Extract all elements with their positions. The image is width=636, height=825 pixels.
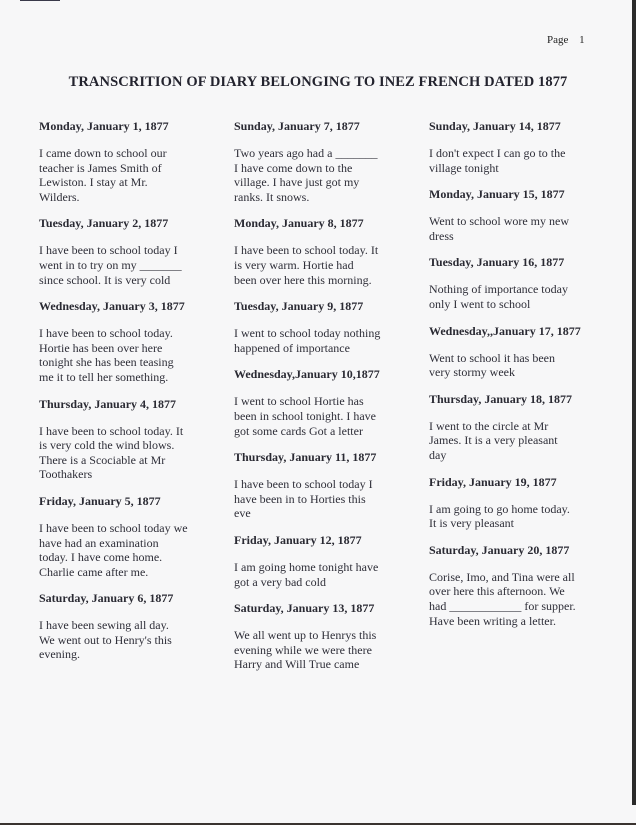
diary-entry	[234, 601, 409, 672]
entry-text: I don't expect I can go to the village tonight	[429, 146, 566, 175]
diary-entry	[39, 397, 214, 482]
diary-column-3	[429, 119, 604, 640]
diary-entry	[39, 299, 214, 384]
entry-text: Went to school wore my new dress	[429, 214, 570, 243]
entry-date: Sunday, January 7, 1877	[234, 119, 360, 133]
entry-text: I have been to school today. It is very cold the wind blows. There is a Scociable at Mr Toothakers	[39, 423, 184, 482]
entry-text: I am going home tonight have got a very bad cold	[234, 559, 379, 589]
entry-text: I have been to school today we have had an examination today. I have come home. Charlie came after me.	[39, 520, 188, 579]
diary-entry	[429, 543, 604, 628]
entry-date: Wednesday,,January 17, 1877	[429, 323, 581, 338]
diary-entry	[39, 216, 214, 287]
diary-entry	[39, 591, 214, 662]
entry-date: Tuesday, January 9, 1877	[234, 299, 364, 314]
entry-date: Tuesday, January 16, 1877	[429, 255, 565, 270]
entry-date: Saturday, January 20, 1877	[429, 542, 570, 557]
diary-entry	[39, 494, 214, 579]
entry-text: Nothing of importance today only I went to school	[429, 282, 568, 311]
diary-column-2	[234, 119, 409, 684]
scan-edge-right	[632, 0, 636, 805]
entry-date: Saturday, January 13, 1877	[234, 601, 375, 616]
page-number: Page 1	[547, 34, 585, 46]
entry-date: Thursday, January 4, 1877	[39, 396, 177, 411]
diary-entry	[429, 187, 604, 243]
entry-date: Saturday, January 6, 1877	[39, 591, 174, 606]
document-title: TRANSCRITION OF DIARY BELONGING TO INEZ FRENCH DATED 1877	[68, 74, 568, 90]
diary-column-1	[39, 119, 214, 674]
entry-text: I came down to school our teacher is James Smith of Lewiston. I stay at Mr. Wilders.	[39, 146, 167, 204]
entry-text: I have been to school today. It is very warm. Hortie had been over here this morning.	[234, 243, 379, 287]
entry-date: Tuesday, January 2, 1877	[39, 216, 169, 231]
entry-text: I have been to school today I have been in to Horties this eve	[234, 477, 373, 521]
entry-date: Thursday, January 11, 1877	[234, 450, 377, 465]
entry-date: Monday, January 15, 1877	[429, 187, 565, 202]
entry-text: I have been to school today. Hortie has been over here tonight she has been teasing me it to tell her something.	[39, 326, 174, 384]
entry-date: Friday, January 12, 1877	[234, 532, 362, 547]
entry-date: Friday, January 5, 1877	[39, 493, 161, 508]
entry-text: We all went up to Henrys this evening while we were there Harry and Will True came	[234, 628, 377, 672]
diary-entry	[234, 299, 409, 355]
entry-text: I went to school Hortie has been in school tonight. I have got some cards Got a letter	[234, 394, 376, 438]
diary-entry	[234, 119, 409, 204]
entry-date: Wednesday, January 3, 1877	[39, 299, 185, 314]
diary-entry	[429, 475, 604, 531]
entry-text: Corise, Imo, and Tina were all over here this afternoon. We had ____________ for supper. Have been writing a letter.	[429, 569, 576, 628]
diary-entry	[429, 255, 604, 311]
entry-text: Went to school it has been very stormy week	[429, 350, 556, 380]
diary-entry	[234, 533, 409, 589]
diary-entry	[234, 367, 409, 438]
entry-text: I went to the circle at Mr James. It is a very pleasant day	[429, 418, 558, 462]
entry-date: Monday, January 1, 1877	[39, 119, 169, 133]
entry-text: I have been sewing all day. We went out to Henry's this evening.	[39, 618, 172, 662]
entry-date: Monday, January 8, 1877	[234, 216, 364, 231]
entry-date: Sunday, January 14, 1877	[429, 119, 561, 133]
entry-date: Wednesday,January 10,1877	[234, 367, 380, 382]
entry-text: I am going to go home today. It is very pleasant	[429, 501, 570, 531]
entry-text: Two years ago had a _______ I have come down to the village. I have just got my ranks. It snows.	[234, 146, 378, 204]
diary-entry	[429, 119, 604, 175]
entry-date: Thursday, January 18, 1877	[429, 391, 573, 406]
diary-entry	[429, 392, 604, 463]
entry-text: I went to school today nothing happened of importance	[234, 326, 381, 355]
entry-text: I have been to school today I went in to try on my _______ since school. It is very cold	[39, 243, 182, 287]
diary-entry	[39, 119, 214, 204]
diary-entry	[234, 216, 409, 287]
entry-date: Friday, January 19, 1877	[429, 474, 557, 489]
diary-entry	[234, 450, 409, 521]
scan-edge-top	[20, 0, 60, 1]
diary-entry	[429, 324, 604, 380]
